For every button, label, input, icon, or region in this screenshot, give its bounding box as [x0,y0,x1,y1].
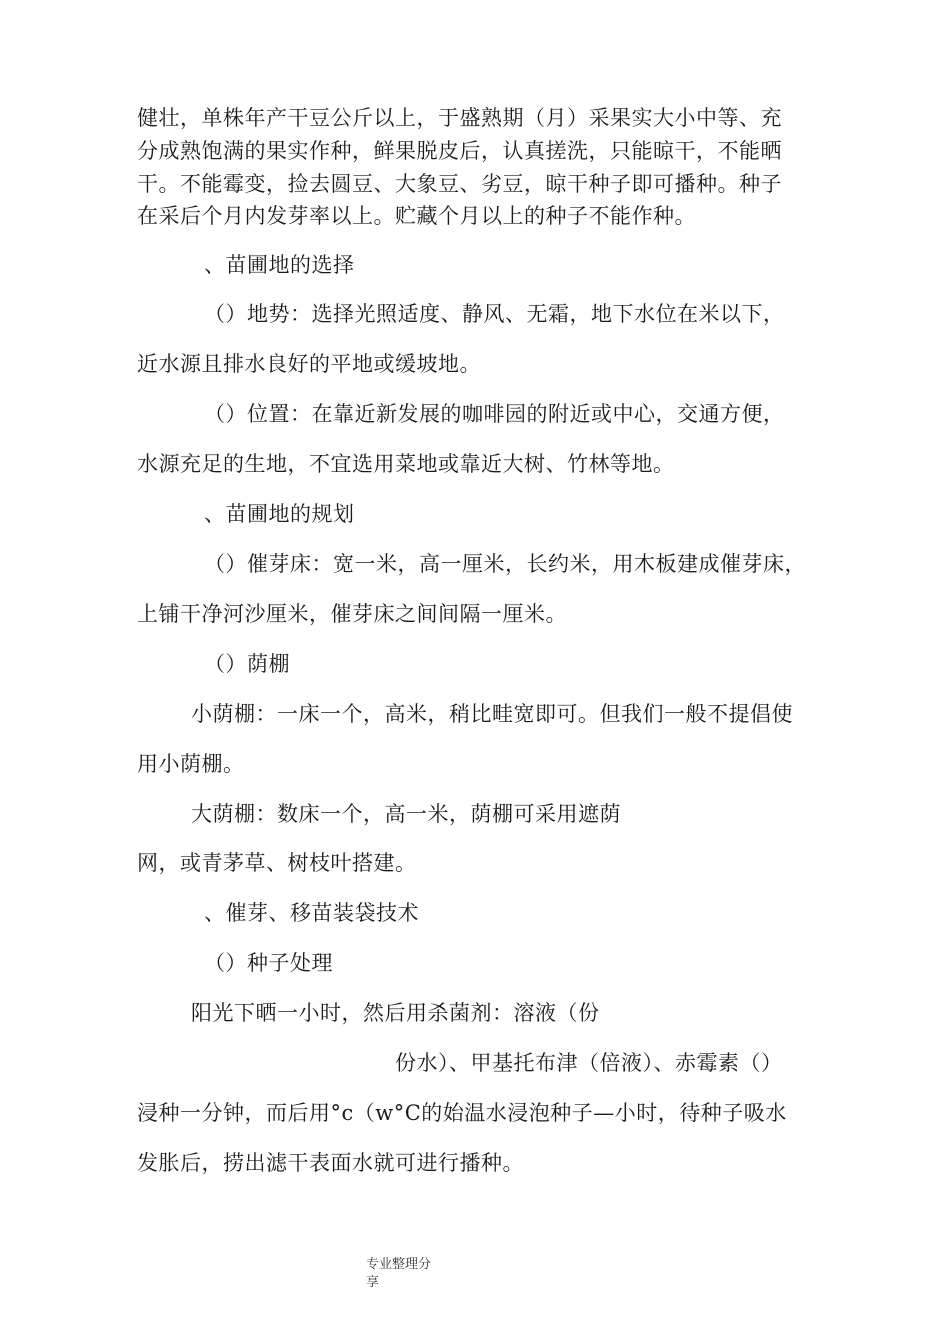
paragraph-line: 近水源且排水良好的平地或缓坡地。 [137,352,481,376]
paragraph-line: 大荫棚：数床一个，高一米，荫棚可采用遮荫 [191,802,621,826]
paragraph-line: （）地势：选择光照适度、静风、无霜，地下水位在米以下， [204,302,785,326]
subsection-heading: （）种子处理 [204,951,333,975]
section-heading: 、催芽、移苗装袋技术 [204,901,419,925]
paragraph-line: 健壮，单株年产干豆公斤以上，于盛熟期（月）采果实大小中等、充 [137,106,782,130]
section-heading: 、苗圃地的规划 [204,502,355,526]
paragraph-line: （）催芽床：宽一米，高一厘米，长约米，用木板建成催芽床， [204,552,806,576]
paragraph-line: 分成熟饱满的果实作种，鲜果脱皮后，认真搓洗，只能晾干，不能晒 [137,139,782,163]
paragraph-line: 发胀后，捞出滤干表面水就可进行播种。 [137,1151,524,1175]
footer-text: 专业整理分 [366,1257,432,1272]
paragraph-line: 网，或青茅草、树枝叶搭建。 [137,851,417,875]
paragraph-line: 小荫棚：一床一个，高米，稍比畦宽即可。但我们一般不提倡使 [191,702,793,726]
paragraph-line: 在采后个月内发芽率以上。贮藏个月以上的种子不能作种。 [137,204,696,228]
paragraph-line: 阳光下晒一小时，然后用杀菌剂：溶液（份 [191,1001,600,1025]
paragraph-line: 上铺干净河沙厘米，催芽床之间间隔一厘米。 [137,602,567,626]
paragraph-line: 浸种一分钟，而后用°c（w°C的始温水浸泡种子—小时，待种子吸水 [137,1101,787,1125]
paragraph-line: 干。不能霉变，捡去圆豆、大象豆、劣豆，晾干种子即可播种。种子 [137,172,782,196]
section-heading: 、苗圃地的选择 [204,253,355,277]
subsection-heading: （）荫棚 [204,652,290,676]
paragraph-line: 用小荫棚。 [137,752,245,776]
paragraph-line: 份水）、甲基托布津（倍液）、赤霉素（） [395,1051,783,1075]
paragraph-line: 水源充足的生地，不宜选用菜地或靠近大树、竹林等地。 [137,452,675,476]
paragraph-line: （）位置：在靠近新发展的咖啡园的附近或中心，交通方便， [204,402,785,426]
footer-text: 享 [366,1275,380,1290]
